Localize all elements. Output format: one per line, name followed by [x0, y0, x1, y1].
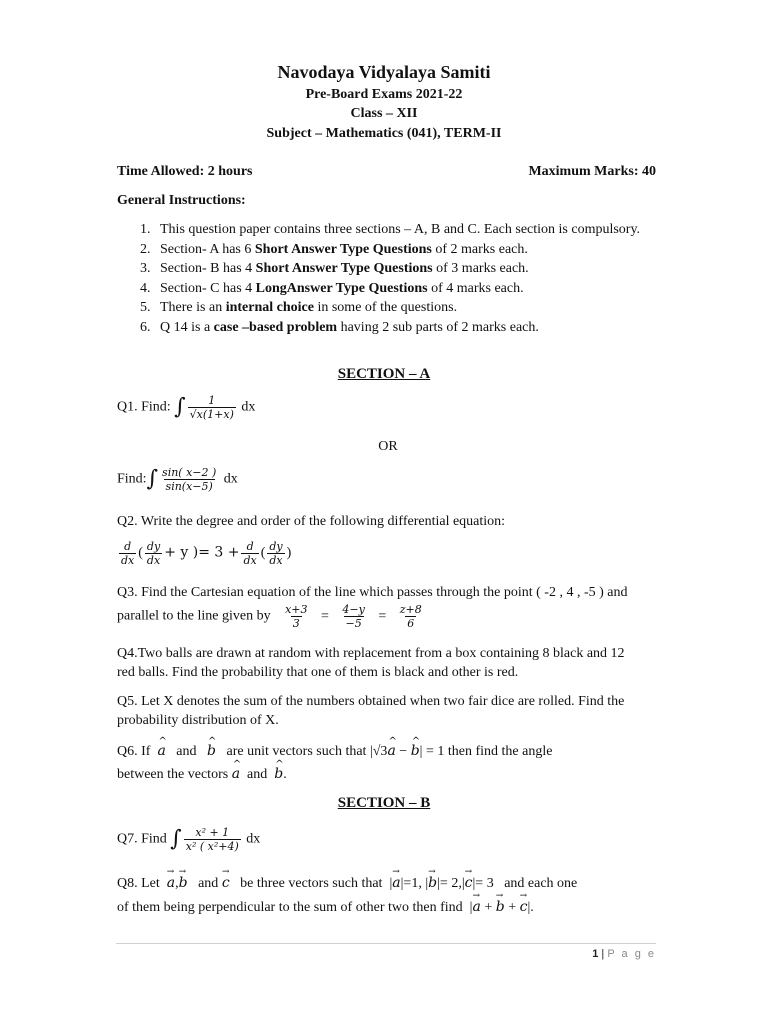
integral-sign: ∫: [174, 394, 186, 420]
instruction-item: 2. Section- A has 6 Short Answer Type Questions of 2 marks each.: [140, 241, 528, 257]
instruction-item: 4. Section- C has 4 LongAnswer Type Questions of 4 marks each.: [140, 280, 524, 296]
fraction: $\frac{\text{x² + 1}}{\text{x² ( x²+4)}}$: [185, 826, 239, 853]
question-3: Q3. Find the Cartesian equation of the line which passes through the point ( -2 , 4 , -5 ) and: [117, 585, 628, 600]
fraction: $\frac{\sin( x-2 )}{\sin(x-5)}$: [162, 466, 217, 493]
integral-sign: ∫: [146, 466, 159, 492]
instruction-item: 3. Section- B has 4 Short Answer Type Questions of 3 marks each.: [140, 261, 529, 276]
question-8-line-2: of them being perpendicular to the sum of other two then find |→ a + → b + → c|.: [117, 898, 534, 917]
instruction-item: 1. This question paper contains three sections – A, B and C. Each section is compulsory.: [140, 222, 641, 237]
question-4-line-2: red balls. Find the probability that one of them is black and other is red.: [117, 665, 519, 680]
question-7: Q7. Find ∫ $\frac{\text{x² + 1}}{\text{x² ( x²+4)}}$ dx: [117, 826, 261, 853]
or-divider: OR: [378, 439, 398, 454]
question-8: Q8. Let → a,→ b and → c be three vectors such that |→ a|=1, |→ b|= 2,|→ c|= 3 and each one: [117, 874, 577, 893]
question-6-line-2: between the vectors ^ a and ^ b.: [117, 765, 287, 784]
instructions-list: [140, 220, 640, 337]
exam-class: Class – XII: [350, 106, 418, 121]
fraction: $\frac{1}{√x(1+x)}$: [189, 394, 234, 421]
instruction-item: 6. Q 14 is a case –based problem having 2 sub parts of 2 marks each.: [140, 319, 539, 335]
instruction-item: 5. There is an internal choice in some of the questions.: [140, 300, 458, 315]
instructions-title: General Instructions:: [117, 193, 246, 208]
page-label: P a g e: [607, 948, 656, 960]
exam-subject: Subject – Mathematics (041), TERM-II: [266, 126, 502, 141]
question-5: Q5. Let X denotes the sum of the numbers obtained when two fair dice are rolled. Find the: [117, 694, 625, 709]
question-2: Q2. Write the degree and order of the following differential equation:: [117, 514, 506, 529]
question-5-line-2: probability distribution of X.: [117, 713, 279, 728]
time-allowed: Time Allowed: 2 hours: [117, 164, 253, 179]
section-a-heading: SECTION – A: [337, 366, 431, 382]
question-4: Q4.Two balls are drawn at random with replacement from a box containing 8 black and 12: [117, 646, 625, 661]
footer-divider: [116, 943, 656, 944]
page-footer: 1 | P a g e: [592, 948, 656, 960]
page-number: 1: [592, 948, 599, 960]
section-b-heading: SECTION – B: [337, 795, 431, 811]
exam-org-title: Navodaya Vidyalaya Samiti: [277, 62, 491, 82]
question-6: Q6. If ^ a and ^ b are unit vectors such that |√3^ a − ^ b| = 1 then find the angle: [117, 742, 552, 761]
question-2-equation: $\frac{d}{dx}$ ( $\frac{dy}{dx}$ + y )= 3 + $\frac{d}{dx}$ ( $\frac{dy}{dx}$ ): [121, 540, 292, 567]
maximum-marks: Maximum Marks: 40: [528, 164, 656, 179]
question-1-alternative: Find:∫ $\frac{\sin( x-2 )}{\sin(x-5)}$ dx: [117, 466, 238, 493]
exam-name: Pre-Board Exams 2021-22: [305, 87, 463, 102]
integral-sign: ∫: [170, 826, 182, 852]
question-1: Q1. Find: ∫ $\frac{1}{√x(1+x)}$ dx: [117, 394, 256, 421]
question-3-line-2: parallel to the line given by $\frac{x+3}{3}$ = $\frac{4-y}{-5}$ = $\frac{z+8}{6}$: [117, 603, 422, 630]
